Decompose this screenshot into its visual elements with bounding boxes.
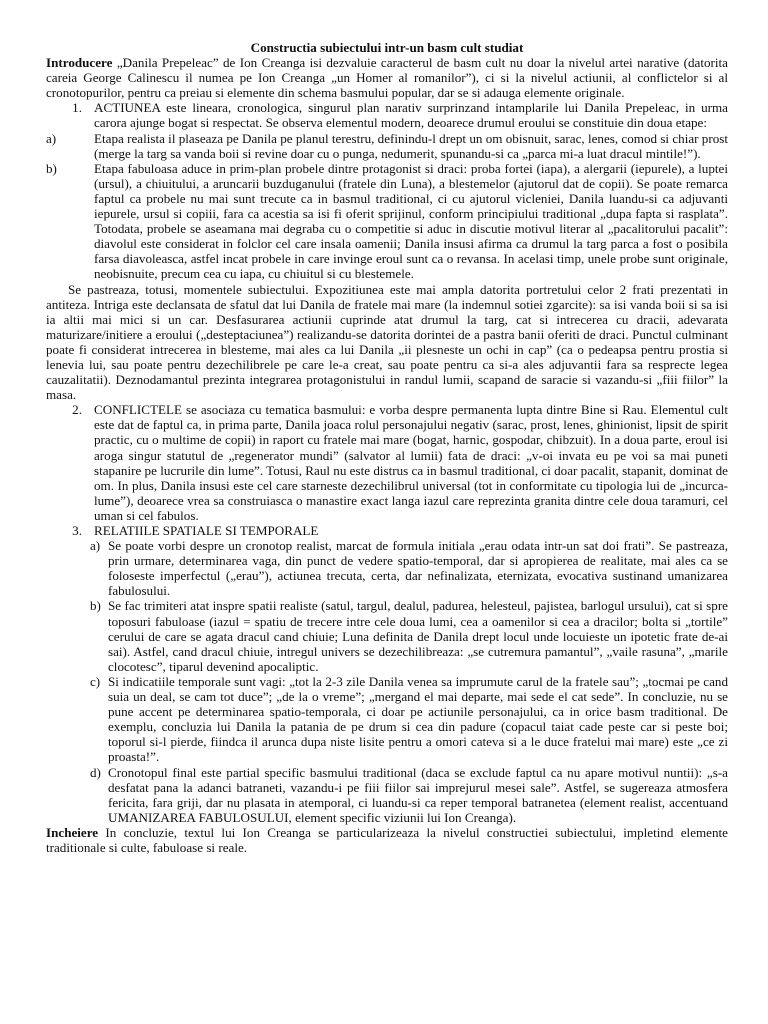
section-3-item-a-text: Se poate vorbi despre un cronotop realist, marcat de formula initiala „erau odata intr-un sat doi frati”. Se pastreaza, prin urmare, determinarea vaga, din punct de vedere spatio-temporal, dar si apropierea de realitate, mai ales ca se foloseste imperfectul („erau”), actiunea trecuta, certa, dar nefinalizata, eternizata, evocativa sustinand umanizarea fabulosului.	[108, 538, 728, 599]
section-1-item-b	[46, 161, 728, 282]
section-3-item-c-text: Si indicatiile temporale sunt vagi: „tot la 2-3 zile Danila venea sa imprumute carul de la fratele sau”; „tocmai pe cand suia un deal, se cam tot duce”; „de la o vreme”; „mergand el mai departe, mai sede el cat sede”. In concluzie, nu se pune accent pe determinarea spatio-temporala, ci doar pe actiunile personajului, ca in orice basm traditional. De exemplu, concluzia lui Danila la patania de pe drum si cea din padure (copacul taiat cade peste car si peste boi; toporul si-l pierde, fiindca il arunca dupa niste lisite pentru a omori cateva si a le duce fratelui mai mare) este „ce zi proasta!”.	[108, 673, 728, 765]
section-3-item-d	[46, 765, 728, 825]
intro-label: Introducere	[46, 55, 113, 71]
conclusion-text: In concluzie, textul lui Ion Creanga se particularizeaza la nivelul constructiei subiectului, impletind elemente traditionale si culte, fabuloase si reale.	[46, 824, 728, 855]
intro-text: „Danila Prepeleac” de Ion Creanga isi dezvaluie caracterul de basm cult nu doar la nivelul artei narative (datorita careia George Calinescu il numea pe Ion Creanga „un Homer al romanilor”), ci si la nivelul actiunii, al conflictelor si al cronotopurilor, pentru ca preiau si elemente din schema basmului popular, dar se si adauga elemente originale.	[46, 55, 728, 101]
section-1-item-a	[46, 131, 728, 161]
section-1-number: 1.	[72, 100, 82, 116]
section-3-item-b-text: Se fac trimiteri atat inspre spatii realiste (satul, targul, dealul, padurea, helesteul, pajistea, barlogul ursului), cat si spre toposuri fabuloase (iazul = spatiu de trecere intre cele doua lumi, cea a oamenilor si cea a dracilor; bolta si „tortile” cerului de care se agata dracul cand chiuie; Luna definita de Danila drept locul unde locuieste un ipotetic frate de-ai sai). Astfel, cand dracul chiuie, intregul univers se dezechilibreaza: „se cutremura pamantul”, „vaile rasuna”, „marile clocotesc”, tiparul devenind apocaliptic.	[108, 598, 728, 674]
section-1-paragraph: Se pastreaza, totusi, momentele subiectului. Expozitiunea este mai ampla datorita portretului celor 2 frati prezentati in antiteza. Intriga este declansata de sfatul dat lui Danila de fratele mai mare (la indemnul sotiei zgarcite): sa isi vanda boii si sa isi ia altii mai mici si un car. Desfasurarea actiunii cuprinde atat drumul la targ, cat si intrecerea cu dracii, adevarata maturizare/initiere a eroului („desteptaciunea”) realizandu-se datorita dorintei de a pastra banii oferiti de draci. Punctul culminant poate fi considerat intrecerea in blesteme, mai ales ca lui Danila „ii plesneste un ochi in cap” (ca o pedeapsa pentru prostia si lenevia lui, sau poate pentru dezechilibrele pe care le-a creat, sau poate pentru ca si-a ales adjuvantii fara sa resprecte legea cauzalitatii). Deznodamantul prezinta integrarea protagonistului in randul lumii, scapand de saracie si vazandu-si „fiii fiilor” la masa.	[46, 281, 728, 403]
section-3-item-a	[46, 538, 728, 598]
section-1-text: ACTIUNEA este lineara, cronologica, singurul plan narativ surprinzand intamplarile lui Danila Prepeleac, in urma carora ajunge bogat si respectat. Se observa elementul modern, deoarece drumul eroului se constituie din doua etape:	[94, 100, 728, 131]
document-title: Constructia subiectului intr-un basm cult studiat	[250, 40, 524, 55]
intro-paragraph	[46, 55, 728, 100]
section-3-number: 3.	[72, 523, 82, 538]
section-2-number: 2.	[72, 402, 82, 418]
section-3	[46, 523, 728, 538]
section-3-item-c	[46, 674, 728, 765]
section-1-item-b-label: b)	[46, 160, 57, 176]
section-3-item-d-text: Cronotopul final este partial specific basmului traditional (daca se exclude faptul ca nu apare motivul nuntii): „s-a desfatat pana la adanci batraneti, vazandu-i pe fiii fiilor sai imprejurul mesei sale”. Astfel, se sugereaza atmosfera fericita, fara griji, dar nu plasata in atemporal, ci luandu-si ca reper temporal batranetea (element realist, accentuand UMANIZAREA FABULOSULUI, element specific viziunii lui Ion Creanga).	[108, 764, 728, 825]
section-2	[46, 402, 728, 523]
section-3-heading: RELATIILE SPATIALE SI TEMPORALE	[94, 523, 319, 538]
section-3-item-c-label: c)	[90, 673, 101, 689]
conclusion-paragraph	[46, 825, 728, 855]
section-1	[46, 100, 728, 130]
section-3-item-b	[46, 598, 728, 673]
section-1-item-b-text: Etapa fabuloasa aduce in prim-plan probele dintre protagonist si draci: proba fortei (iapa), a alergarii (iepurele), a luptei (ursul), a chiuitului, a aruncarii buzduganului (fratele din Luna), a blestemelor (ajutorul dat de copii). Se poate remarca faptul ca probele nu mai sunt trecute ca in basmul traditional, ci cu ajutorul vicleniei, Danila luandu-si ca adjuvanti iepurele, ursul si copiii, fara ca acestia sa isi fi oferit sprijinul, conform principiului traditional „dupa fapta si rasplata”. Totodata, probele se aseamana mai degraba cu o competitie si aduc in discutie motivul literar al „pacalitorului pacalit”: diavolul este considerat in folclor cel care insala oamenii; Danila insusi afirma ca drumul la targ parca a fost o posibila farsa diavoleasca, astfel incat probele in care invinge eroul sunt ca o revansa. In acelasi timp, unele probe sunt originale, neobisnuite, precum cea cu iapa, cu chiuitul si cu blestemele.	[94, 160, 728, 282]
section-2-text: CONFLICTELE se asociaza cu tematica basmului: e vorba despre permanenta lupta dintre Bine si Rau. Elementul cult este dat de faptul ca, in prima parte, Danila joaca rolul personajului negativ (sarac, prost, lenes, ghinionist, lipsit de spirit practic, cu o multime de copii) in raport cu fratele mai mare (bogat, harnic, gospodar, chibzuit). In a doua parte, eroul isi aroga singur statutul de „regenerator mundi” (salvator al lumii) fata de draci: „v-oi invata eu pe voi sa mai puneti stapanire pe lucrurile din lume”. Totusi, Raul nu este distrus ca in basmul traditional, ci doar pacalit, stapanit, dominat de om. In plus, Danila insusi este cel care starneste dezechilibrul universal (tot in conformitate cu tipologia lui de „incurca-lume”), deoarece vrea sa construiasca o manastire exact langa iazul care reprezinta granita dintre cele doua taramuri, cel uman si cel fabulos.	[94, 402, 728, 523]
section-3-item-d-label: d)	[90, 764, 101, 780]
section-3-item-b-label: b)	[90, 598, 101, 614]
section-3-item-a-label: a)	[90, 538, 101, 554]
conclusion-label: Incheiere	[46, 824, 99, 840]
section-1-item-a-text: Etapa realista il plaseaza pe Danila pe planul terestru, definindu-l drept un om obisnuit, sarac, lenes, comod si chiar prost (merge la targ sa vanda boii si revine doar cu o punga, nedumerit, spunandu-si ca „parca mi-a luat dracul mintile!”).	[94, 130, 728, 161]
section-1-item-a-label: a)	[46, 130, 57, 146]
